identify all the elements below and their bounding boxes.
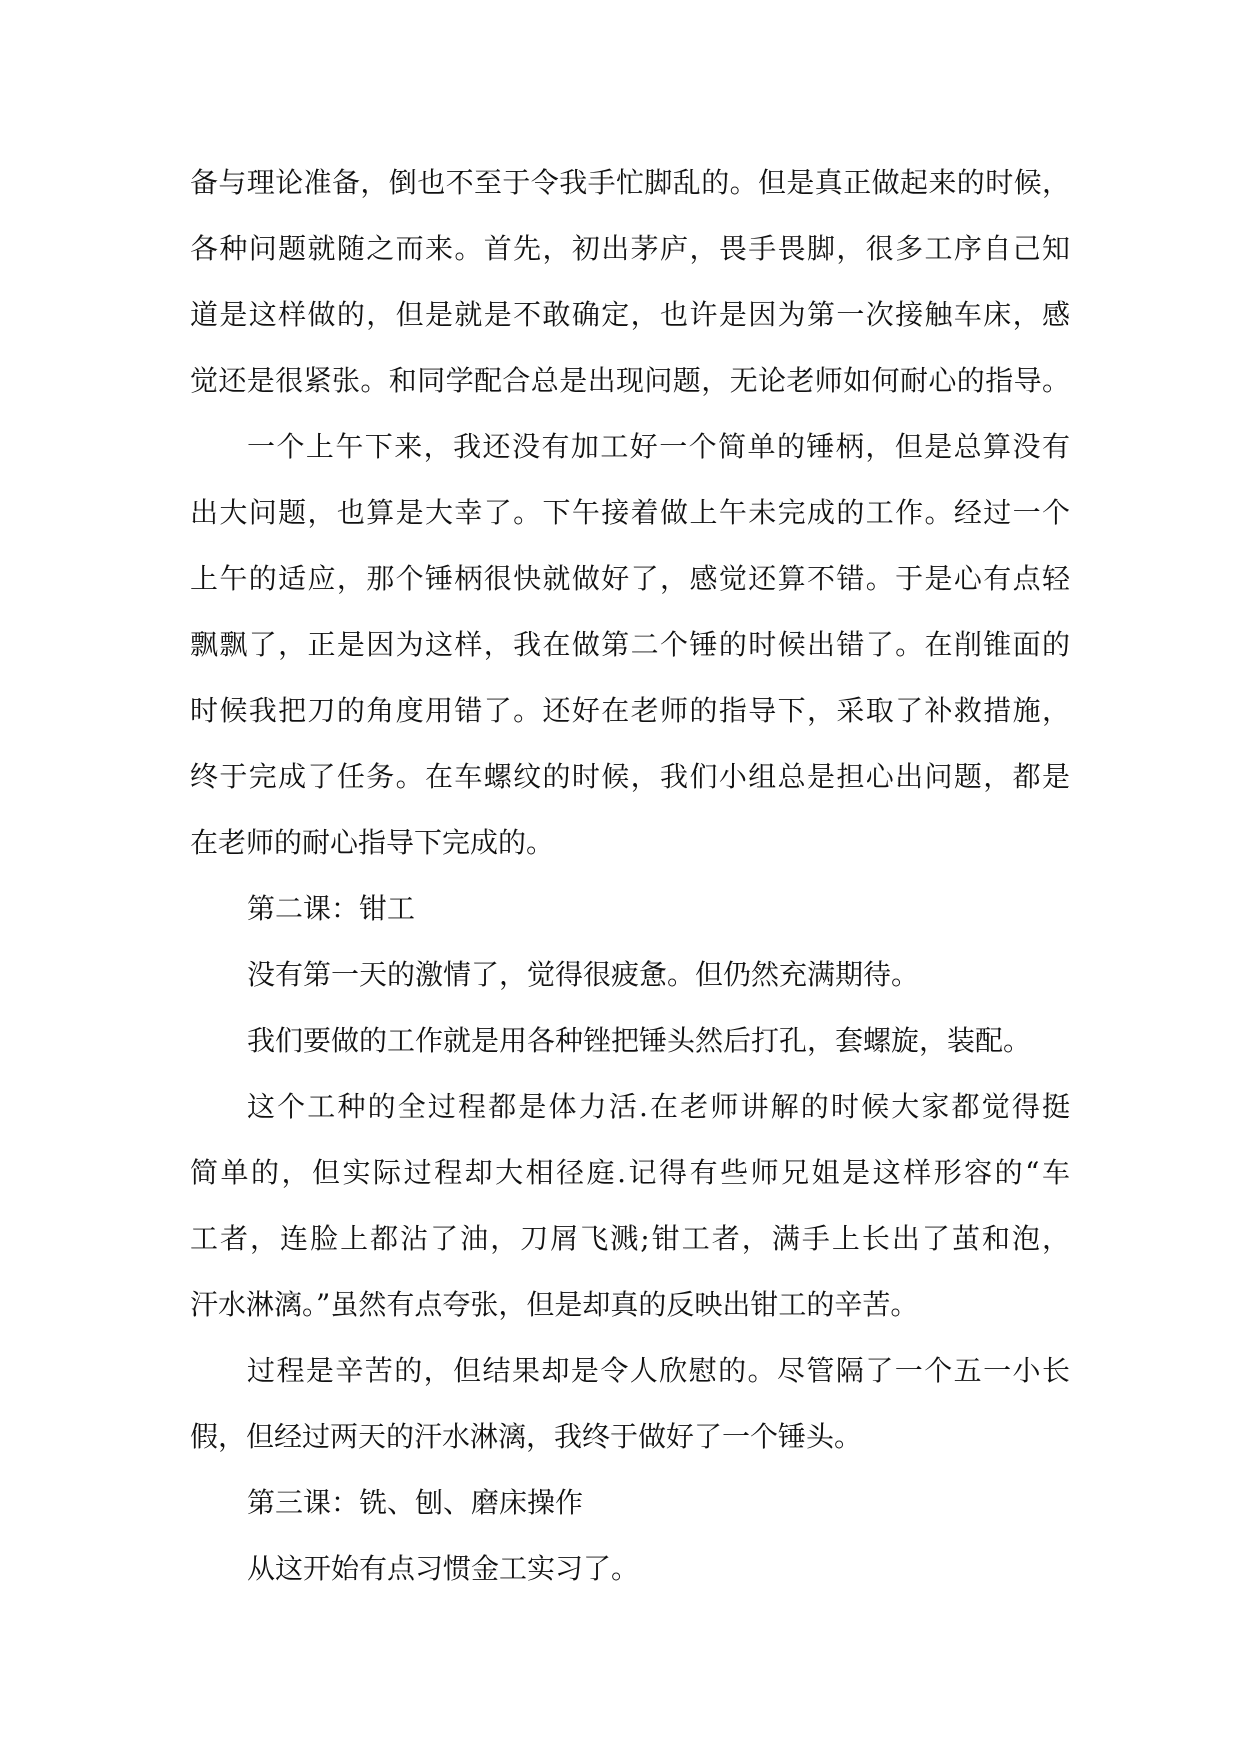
text-line: 觉还是很紧张。和同学配合总是出现问题，无论老师如何耐心的指导。 [190,364,1070,397]
text-line: 汗水淋漓。”虽然有点夸张，但是却真的反映出钳工的辛苦。 [190,1288,919,1321]
text-line: 简单的，但实际过程却大相径庭.记得有些师兄姐是这样形容的“车 [190,1156,1070,1189]
paragraph-first-line: 我们要做的工作就是用各种锉把锤头然后打孔，套螺旋，装配。 [247,1024,1032,1057]
paragraph-first-line: 这个工种的全过程都是体力活.在老师讲解的时候大家都觉得挺 [247,1090,1070,1123]
text-line: 时候我把刀的角度用错了。还好在老师的指导下，采取了补救措施， [190,694,1070,727]
text-line: 道是这样做的，但是就是不敢确定，也许是因为第一次接触车床，感 [190,298,1070,331]
paragraph-first-line: 过程是辛苦的，但结果却是令人欣慰的。尽管隔了一个五一小长 [247,1354,1070,1387]
document-body [190,150,1070,1602]
text-line: 假，但经过两天的汗水淋漓，我终于做好了一个锤头。 [190,1420,863,1453]
text-line: 各种问题就随之而来。首先，初出茅庐，畏手畏脚，很多工序自己知 [190,232,1070,265]
text-line: 飘飘了，正是因为这样，我在做第二个锤的时候出错了。在削锥面的 [190,628,1070,661]
section-heading: 第二课：钳工 [247,892,416,925]
paragraph-first-line: 从这开始有点习惯金工实习了。 [247,1552,640,1585]
text-line: 工者，连脸上都沾了油，刀屑飞溅;钳工者，满手上长出了茧和泡， [190,1222,1070,1255]
text-line: 在老师的耐心指导下完成的。 [190,826,555,859]
text-line: 出大问题，也算是大幸了。下午接着做上午未完成的工作。经过一个 [190,496,1070,529]
text-line: 终于完成了任务。在车螺纹的时候，我们小组总是担心出问题，都是 [190,760,1070,793]
paragraph-first-line: 没有第一天的激情了，觉得很疲惫。但仍然充满期待。 [247,958,920,991]
text-line: 备与理论准备，倒也不至于令我手忙脚乱的。但是真正做起来的时候， [190,166,1070,199]
paragraph-first-line: 一个上午下来，我还没有加工好一个简单的锤柄，但是总算没有 [247,430,1070,463]
text-line: 上午的适应，那个锤柄很快就做好了，感觉还算不错。于是心有点轻 [190,562,1070,595]
section-heading: 第三课：铣、刨、磨床操作 [247,1486,584,1519]
